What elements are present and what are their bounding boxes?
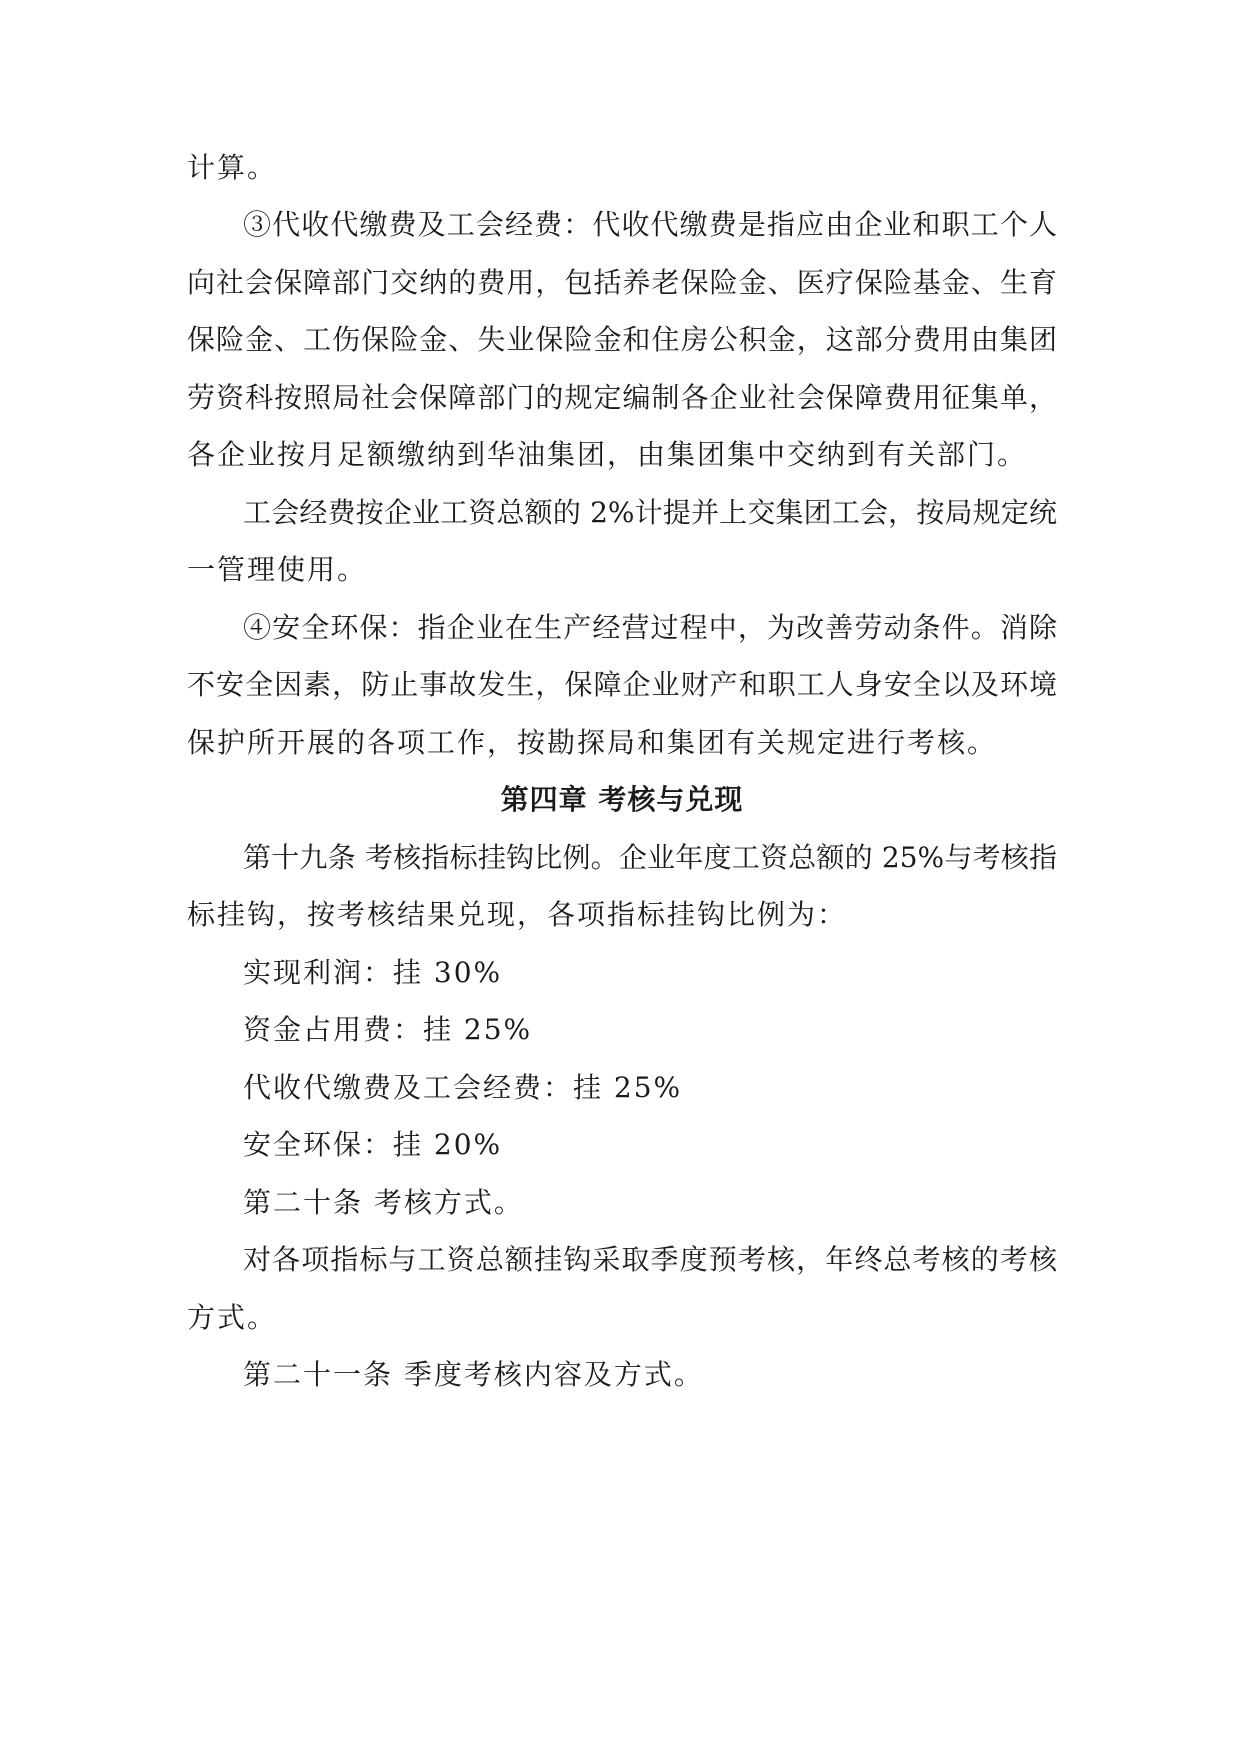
paragraph-line: ③代收代缴费及工会经费：代收代缴费是指应由企业和职工个人 <box>243 208 1057 241</box>
paragraph-line: 劳资科按照局社会保障部门的规定编制各企业社会保障费用征集单， <box>187 381 1057 414</box>
paragraph-line: 不安全因素，防止事故发生，保障企业财产和职工人身安全以及环境 <box>187 668 1057 701</box>
article-line: 第十九条 考核指标挂钩比例。企业年度工资总额的 25%与考核指 <box>243 841 1057 874</box>
list-item: 代收代缴费及工会经费：挂 25% <box>243 1071 683 1104</box>
paragraph-line: 各企业按月足额缴纳到华油集团，由集团集中交纳到有关部门。 <box>187 438 1028 471</box>
paragraph-line: 工会经费按企业工资总额的 2%计提并上交集团工会，按局规定统 <box>243 496 1057 529</box>
list-item: 资金占用费：挂 25% <box>243 1013 533 1046</box>
list-item: 实现利润：挂 30% <box>243 956 503 989</box>
paragraph-line: 对各项指标与工资总额挂钩采取季度预考核，年终总考核的考核 <box>243 1243 1057 1276</box>
paragraph-line: 保护所开展的各项工作，按勘探局和集团有关规定进行考核。 <box>187 726 998 759</box>
paragraph-line: 计算。 <box>187 151 278 184</box>
paragraph-line: 一管理使用。 <box>187 553 368 586</box>
paragraph-line: 保险金、工伤保险金、失业保险金和住房公积金，这部分费用由集团 <box>187 323 1057 356</box>
chapter-heading: 第四章 考核与兑现 <box>500 783 744 816</box>
list-item: 安全环保：挂 20% <box>243 1128 503 1161</box>
paragraph-line: 方式。 <box>187 1301 278 1334</box>
paragraph-line: 向社会保障部门交纳的费用，包括养老保险金、医疗保险基金、生育 <box>187 266 1057 299</box>
article-line: 第二十条 考核方式。 <box>243 1186 524 1219</box>
article-line: 标挂钩，按考核结果兑现，各项指标挂钩比例为： <box>187 898 848 931</box>
article-line: 第二十一条 季度考核内容及方式。 <box>243 1358 704 1391</box>
paragraph-line: ④安全环保：指企业在生产经营过程中，为改善劳动条件。消除 <box>243 611 1057 644</box>
